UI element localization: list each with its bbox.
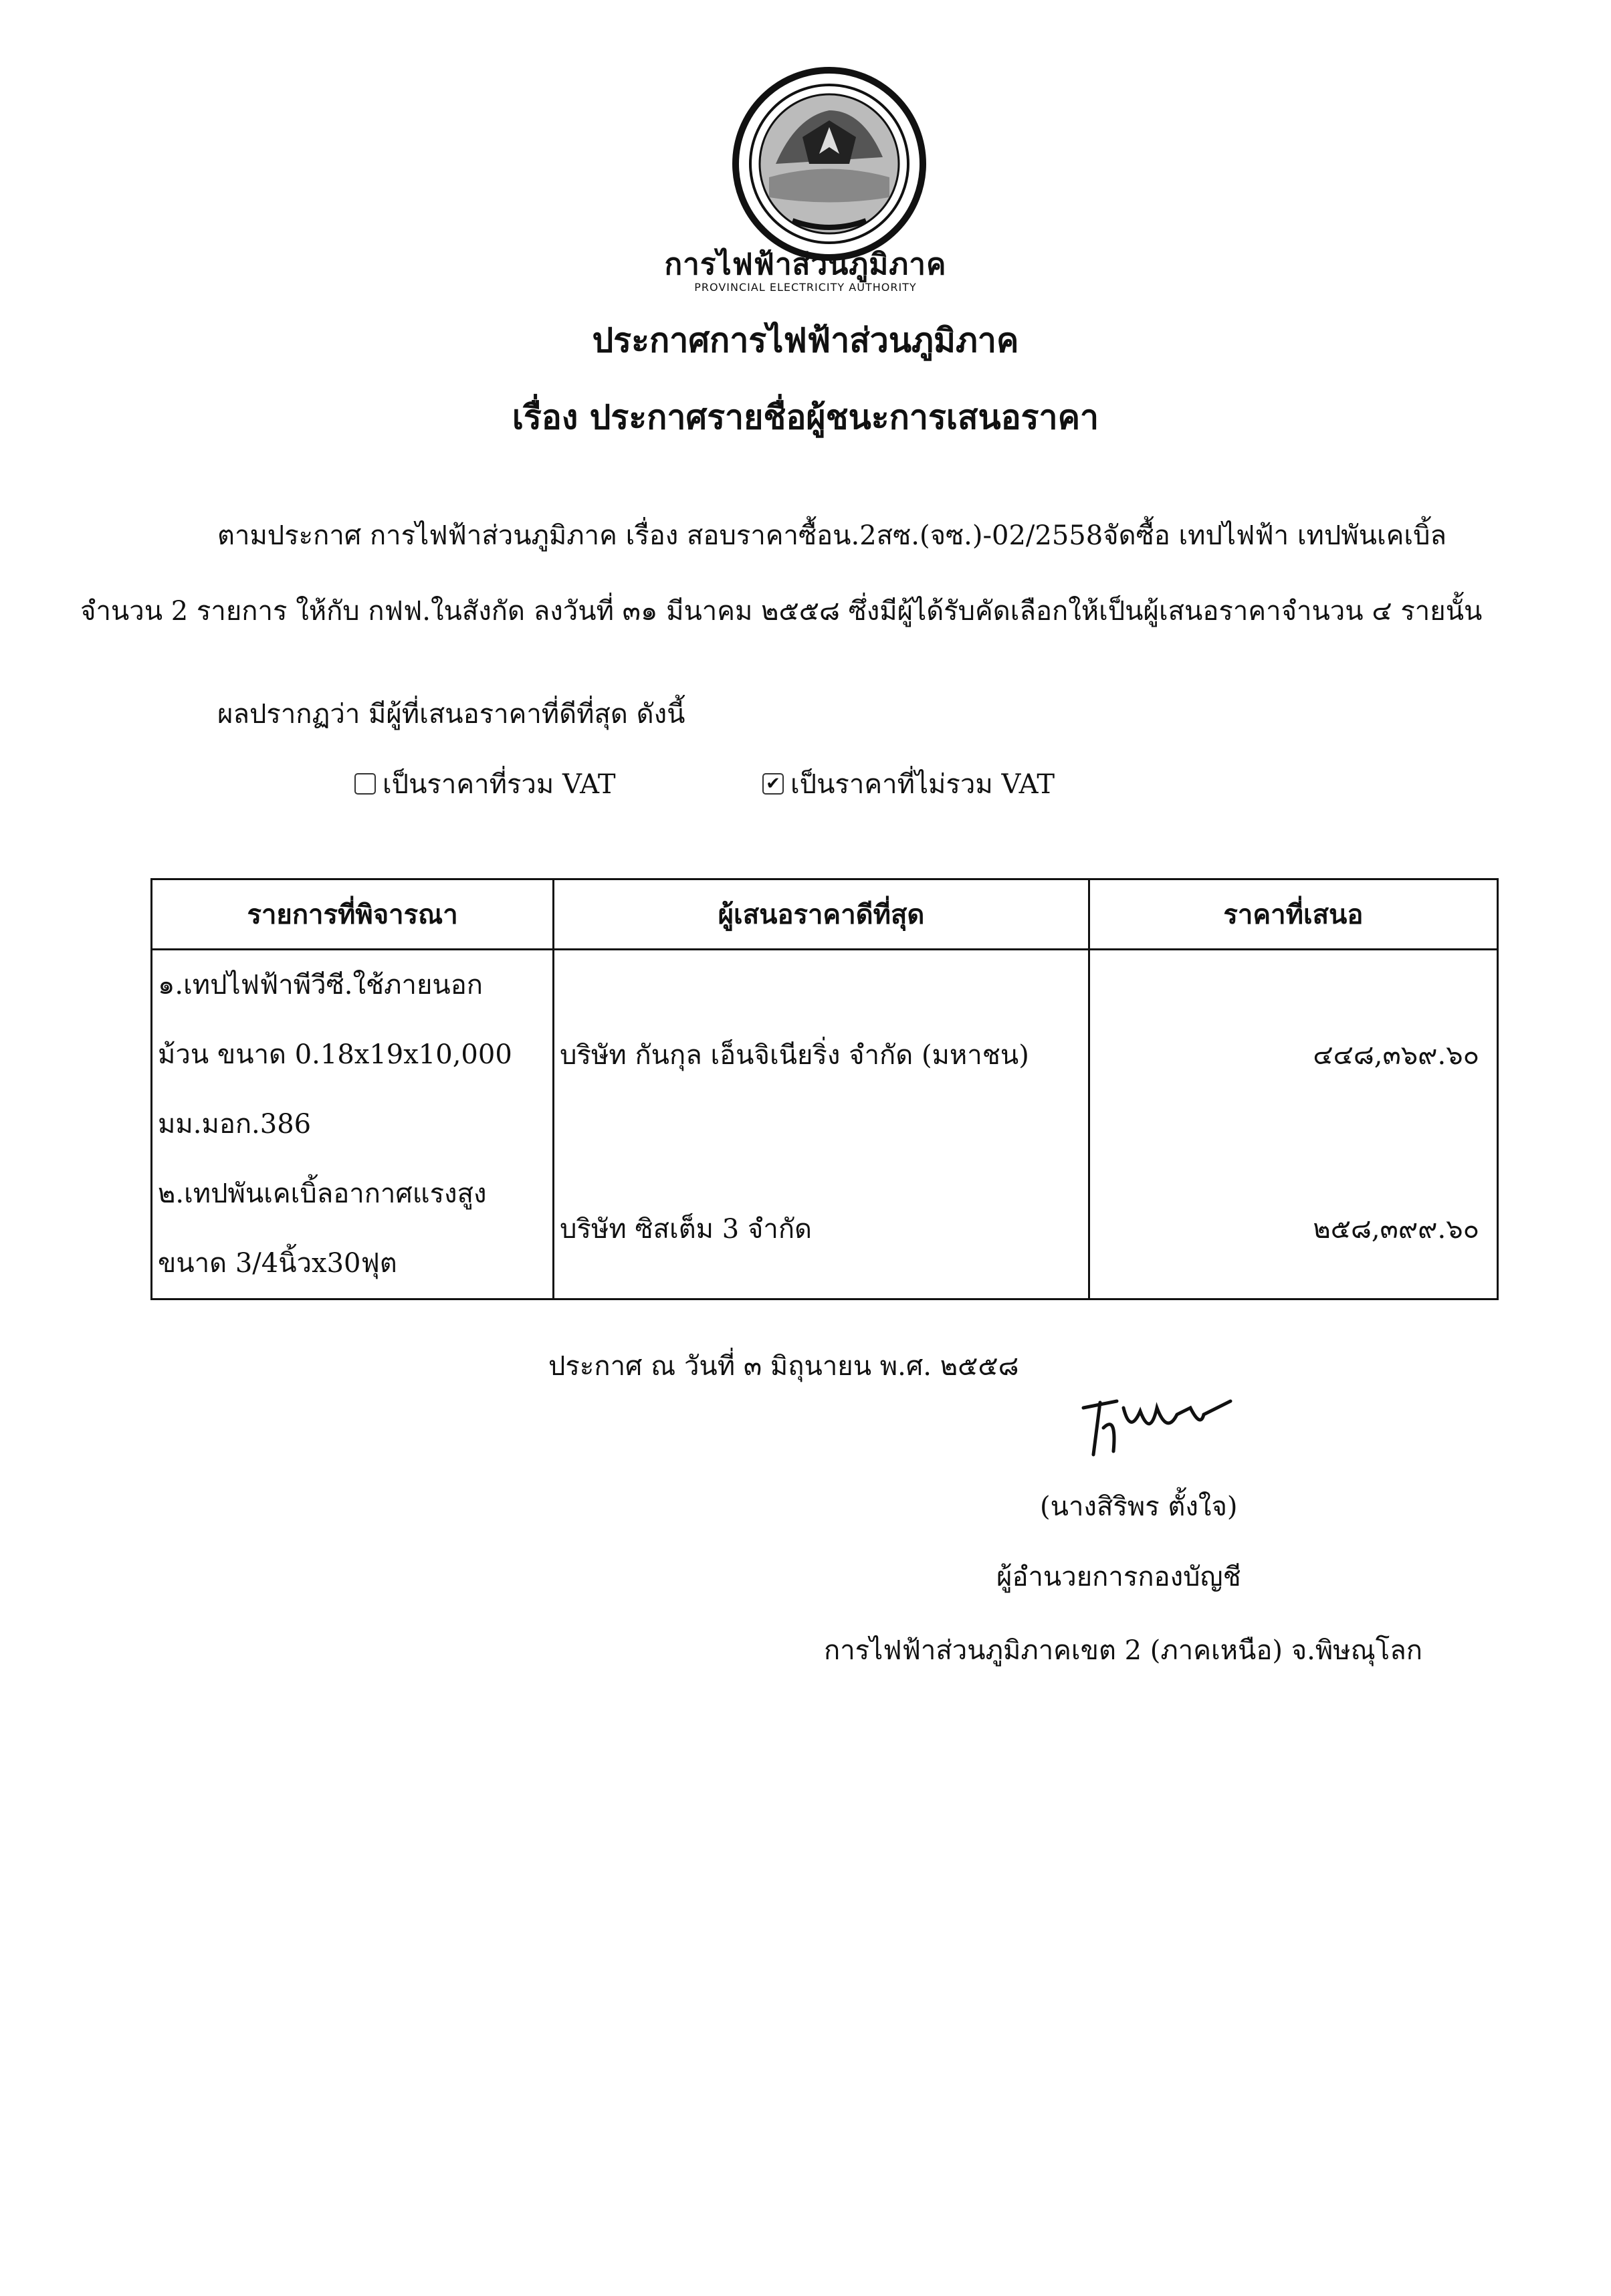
item-cell	[152, 950, 554, 1160]
announcement-subject: เรื่อง ประกาศรายชื่อผู้ชนะการเสนอราคา	[512, 397, 1099, 437]
signer-name: (นางสิริพร ตั้งใจ)	[1040, 1491, 1238, 1522]
item-cell	[152, 1159, 554, 1299]
org-name-thai: การไฟฟ้าส่วนภูมิภาค	[664, 247, 947, 282]
vat-exclude-label: เป็นราคาที่ไม่รวม VAT	[790, 769, 1055, 800]
vat-exclude-option	[762, 762, 1055, 805]
item-line: ขนาด 3/4นิ้วx30ฟุต	[158, 1248, 397, 1279]
price-cell: ๒๕๘,๓๙๙.๖๐	[1089, 1159, 1497, 1299]
item-line: ๑.เทปไฟฟ้าพีวีซี.ใช้ภายนอก	[158, 970, 483, 1001]
header-price: ราคาที่เสนอ	[1089, 879, 1497, 950]
bidder-cell: บริษัท ซิสเต็ม 3 จำกัด	[554, 1159, 1089, 1299]
header-item: รายการที่พิจารณา	[152, 879, 554, 950]
award-table	[150, 878, 1499, 1300]
table-row	[152, 1159, 1498, 1299]
announcement-title: ประกาศการไฟฟ้าส่วนภูมิภาค	[592, 320, 1019, 360]
body-paragraph: ตามประกาศ การไฟฟ้าส่วนภูมิภาค เรื่อง สอบราคาซื้อน.2สซ.(จซ.)-02/2558จัดซื้อ เทปไฟฟ้า เทปพันเคเบิ้ล จำนวน 2 รายการ ให้กับ กฟฟ.ในสังกัด ลงวันที่ ๓๑ มีนาคม ๒๕๕๘ ซึ่งมีผู้ได้รับคัดเลือกให้เป็นผู้เสนอราคาจำนวน ๔ รายนั้น	[80, 520, 1483, 627]
item-line: ม้วน ขนาด 0.18x19x10,000	[158, 1039, 512, 1070]
table-row	[152, 950, 1498, 1160]
announcement-date: ประกาศ ณ วันที่ ๓ มิถุนายน พ.ศ. ๒๕๕๘	[548, 1351, 1019, 1382]
bidder-cell: บริษัท กันกุล เอ็นจิเนียริ่ง จำกัด (มหาชน)	[554, 950, 1089, 1160]
vat-include-label: เป็นราคาที่รวม VAT	[383, 769, 616, 800]
vat-include-option	[354, 762, 616, 805]
price-cell: ๔๔๘,๓๖๙.๖๐	[1089, 950, 1497, 1160]
checked-box-icon: ✔	[762, 773, 784, 795]
item-line: ๒.เทปพันเคเบิ้ลอากาศแรงสูง	[158, 1178, 487, 1209]
item-line: มม.มอก.386	[158, 1109, 312, 1140]
result-line: ผลปรากฏว่า มีผู้ที่เสนอราคาที่ดีที่สุด ดังนี้	[217, 699, 685, 730]
signature-mark	[1077, 1388, 1264, 1468]
pea-logo	[729, 64, 930, 264]
office-name: การไฟฟ้าส่วนภูมิภาคเขต 2 (ภาคเหนือ) จ.พิษณุโลก	[824, 1635, 1422, 1666]
table-header-row	[152, 879, 1498, 950]
unchecked-box-icon	[354, 773, 376, 795]
header-bidder: ผู้เสนอราคาดีที่สุด	[554, 879, 1089, 950]
org-name-english: PROVINCIAL ELECTRICITY AUTHORITY	[694, 281, 917, 294]
signer-position: ผู้อำนวยการกองบัญชี	[996, 1562, 1241, 1592]
